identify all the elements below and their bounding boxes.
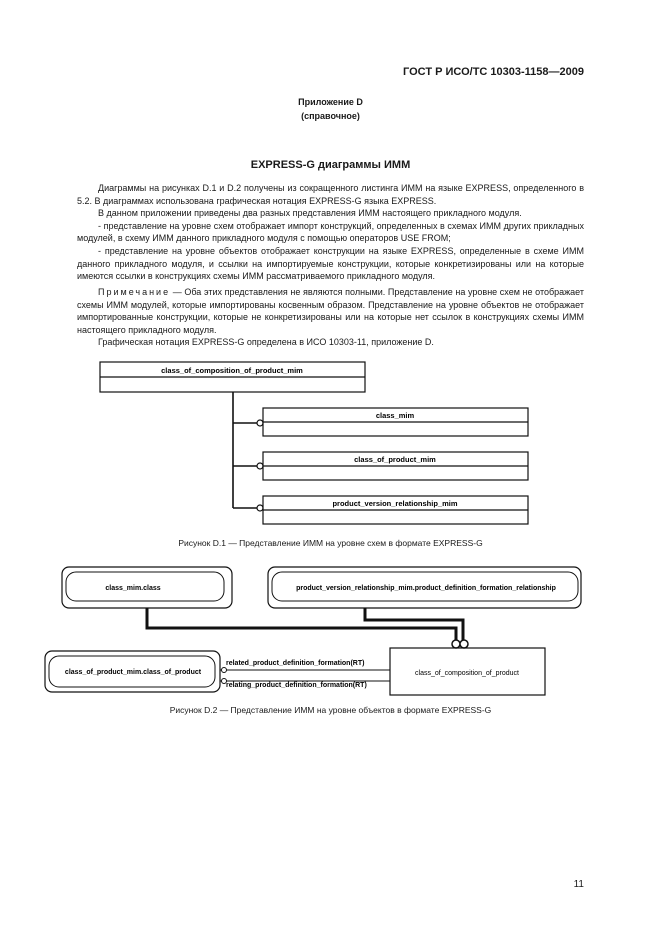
note-paragraph: [77, 286, 584, 336]
schema-label-product-version-relationship-mim: product_version_relationship_mim: [332, 499, 458, 508]
entity-label: class_of_composition_of_product: [415, 670, 519, 677]
ref-label-product-version-relationship: product_version_relationship_mim.product_definition_formation_relationship: [296, 585, 556, 592]
document-id: ГОСТ Р ИСО/ТС 10303-1158—2009: [403, 66, 584, 78]
appendix-status: (справочное): [301, 111, 360, 121]
figure-d2-diagram: [0, 560, 661, 700]
schema-label-class-mim: class_mim: [375, 411, 415, 420]
intro-text: [77, 182, 584, 283]
ref-label-class-mim-class: class_mim.class: [105, 585, 161, 592]
page-number: 11: [573, 879, 584, 890]
note-text: — Оба этих представления не являются полными. Представление на уровне схем не отображает схемы ИММ модулей, которые импортированы косвенным образом. Представление на уровне объектов не отображает импортированные конструкции, которые не конкретизированы или на которые нет ссылок в конструкциях схемы ИММ настоящего прикладного модуля.: [77, 287, 584, 335]
attr-related-label: related_product_definition_formation(RT): [226, 660, 365, 667]
paragraph-3: - представление на уровне схем отображает импорт конструкций, определенных в схемах ИММ других прикладных модулей, в схему ИММ данного прикладного модуля с помощью операторов USE FROM;: [77, 220, 584, 244]
notation-reference: Графическая нотация EXPRESS-G определена в ИСО 10303-11, приложение D.: [98, 337, 434, 348]
paragraph-2: В данном приложении приведены два разных представления ИММ настоящего прикладного модуля.: [98, 208, 522, 219]
note-block: [77, 286, 584, 349]
note-label: Примечание: [98, 287, 171, 297]
paragraph-4: - представление на уровне объектов отображает конструкции на языке EXPRESS, определенные в схеме ИММ данного прикладного модуля, и ссылки на импортируемые конструкции, которые конкретизированы или на которые имеются ссылки в конструкциях схемы ИММ рассматриваемого прикладного модуля.: [77, 245, 584, 282]
ref-label-class-of-product: class_of_product_mim.class_of_product: [64, 669, 202, 676]
paragraph-1: Диаграммы на рисунках D.1 и D.2 получены из сокращенного листинга ИММ на языке EXPRESS, определенного в 5.2. В диаграммах использована графическая нотация EXPRESS-G языка EXPRESS.: [77, 183, 584, 206]
attr-relating-label: relating_product_definition_formation(RT): [226, 682, 367, 689]
schema-label-class-of-product-mim: class_of_product_mim: [354, 455, 436, 464]
main-schema-label: class_of_composition_of_product_mim: [161, 366, 303, 375]
figure-d1-diagram: [0, 355, 661, 530]
figure-d2-caption: Рисунок D.2 — Представление ИММ на уровне объектов в формате EXPRESS-G: [169, 705, 492, 715]
section-title: EXPRESS-G диаграммы ИММ: [250, 159, 411, 171]
figure-d1-caption: Рисунок D.1 — Представление ИММ на уровне схем в формате EXPRESS-G: [178, 538, 483, 548]
appendix-title: Приложение D: [298, 97, 363, 107]
